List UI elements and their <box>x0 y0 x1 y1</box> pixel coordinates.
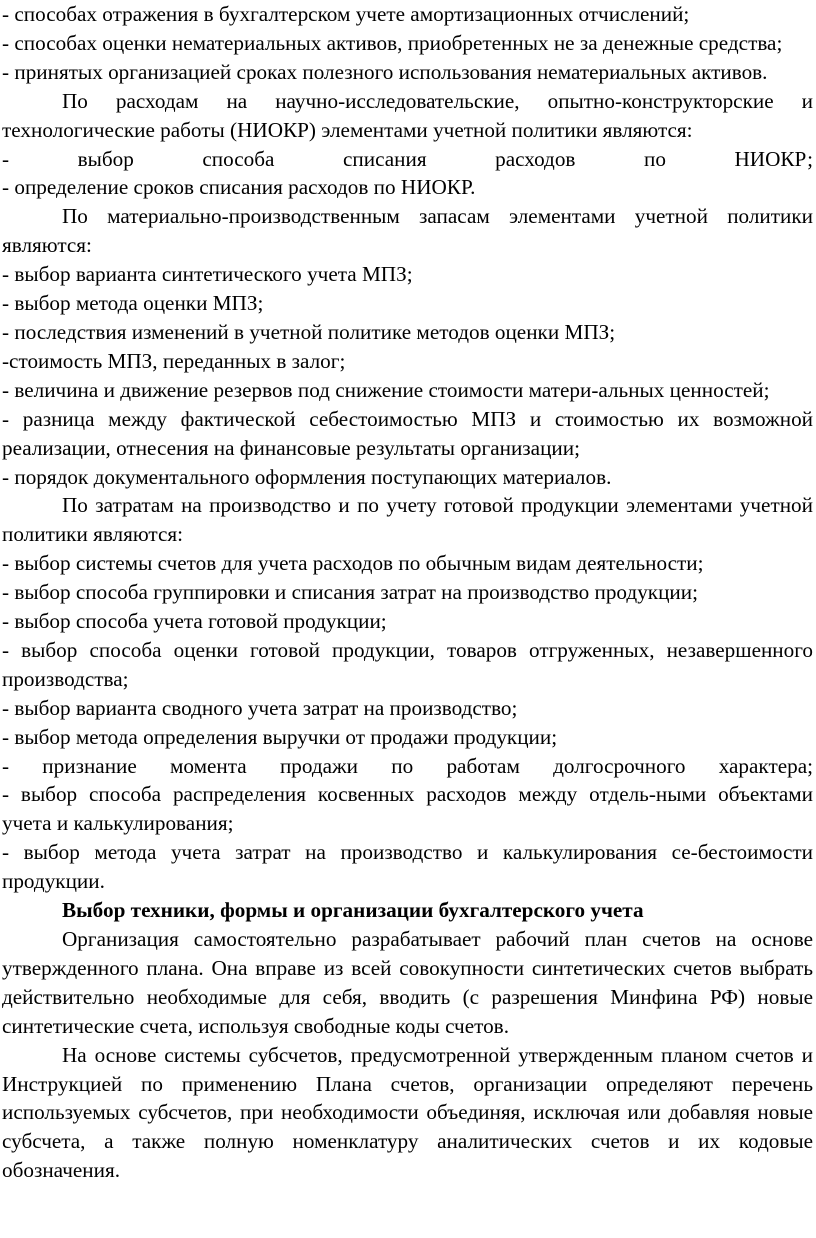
list-item-intangible-valuation: - способах оценки нематериальных активов, приобретенных не за денежные средства; <box>2 30 783 55</box>
list-item-cost-consolidation: - выбор варианта сводного учета затрат на производство; <box>2 695 518 720</box>
list-item-rnd-writeoff-terms: - определение сроков списания расходов по НИОКР. <box>2 175 476 200</box>
section-heading: Выбор техники, формы и организации бухгалтерского учета <box>62 898 644 923</box>
list-item-inventory-documentation: - порядок документального оформления поступающих материалов. <box>2 464 612 489</box>
list-item-finished-goods-accounting: - выбор способа учета готовой продукции; <box>2 609 387 634</box>
list-item-inventory-synthetic: - выбор варианта синтетического учета МПЗ; <box>2 262 413 287</box>
list-item-inventory-cost-difference: - разница между фактической себестоимостью МПЗ и стоимостью их возможной реализации, отнесения на финансовые результаты организации; <box>2 406 813 460</box>
list-item-revenue-method: - выбор метода определения выручки от продажи продукции; <box>2 724 558 749</box>
document-page <box>2 0 813 1185</box>
list-item-indirect-costs: - выбор способа распределения косвенных расходов между отдель-ными объектами учета и калькулирования; <box>2 782 813 836</box>
list-item-finished-goods-valuation: - выбор способа оценки готовой продукции, товаров отгруженных, незавершенного производства; <box>2 637 813 691</box>
paragraph-inventory-intro: По материально-производственным запасам элементами учетной политики являются: <box>2 204 813 258</box>
list-item-inventory-pledged: -стоимость МПЗ, переданных в залог; <box>2 348 346 373</box>
paragraph-subaccounts: На основе системы субсчетов, предусмотренной утвержденным планом счетов и Инструкцией по применению Плана счетов, организации определяют перечень используемых субсчетов, при необходимости объединяя, исключая или добавляя новые субсчета, а также полную номенклатуру аналитических счетов и их кодовые обозначения. <box>2 1042 813 1183</box>
list-item-production-accounts: - выбор системы счетов для учета расходов по обычным видам деятельности; <box>2 551 704 576</box>
list-item-inventory-valuation: - выбор метода оценки МПЗ; <box>2 291 264 316</box>
list-item-rnd-writeoff-method: - выбор способа списания расходов по НИОКР; <box>2 146 813 171</box>
list-item-inventory-policy-changes: - последствия изменений в учетной политике методов оценки МПЗ; <box>2 319 616 344</box>
list-item-costing-method: - выбор метода учета затрат на производство и калькулирования се-бестоимости продукции. <box>2 840 813 894</box>
list-item-intangible-useful-life: - принятых организацией сроках полезного использования нематериальных активов. <box>2 59 768 84</box>
paragraph-rnd-intro: По расходам на научно-исследовательские, опытно-конструкторские и технологические работы (НИОКР) элементами учетной политики являются: <box>2 88 813 142</box>
paragraph-chart-of-accounts: Организация самостоятельно разрабатывает рабочий план счетов на основе утвержденного плана. Она вправе из всей совокупности синтетических счетов выбрать действительно необходимые для себя, вводить (с разрешения Минфина РФ) новые синтетические счета, используя свободные коды счетов. <box>2 927 813 1038</box>
list-item-inventory-reserves: - величина и движение резервов под снижение стоимости матери-альных ценностей; <box>2 377 770 402</box>
list-item-amortization-methods: - способах отражения в бухгалтерском учете амортизационных отчислений; <box>2 2 690 26</box>
list-item-production-grouping: - выбор способа группировки и списания затрат на производство продукции; <box>2 580 698 605</box>
paragraph-production-intro: По затратам на производство и по учету готовой продукции элементами учетной политики являются: <box>2 493 813 547</box>
list-item-long-term-sales: - признание момента продажи по работам долгосрочного характера; <box>2 753 813 778</box>
